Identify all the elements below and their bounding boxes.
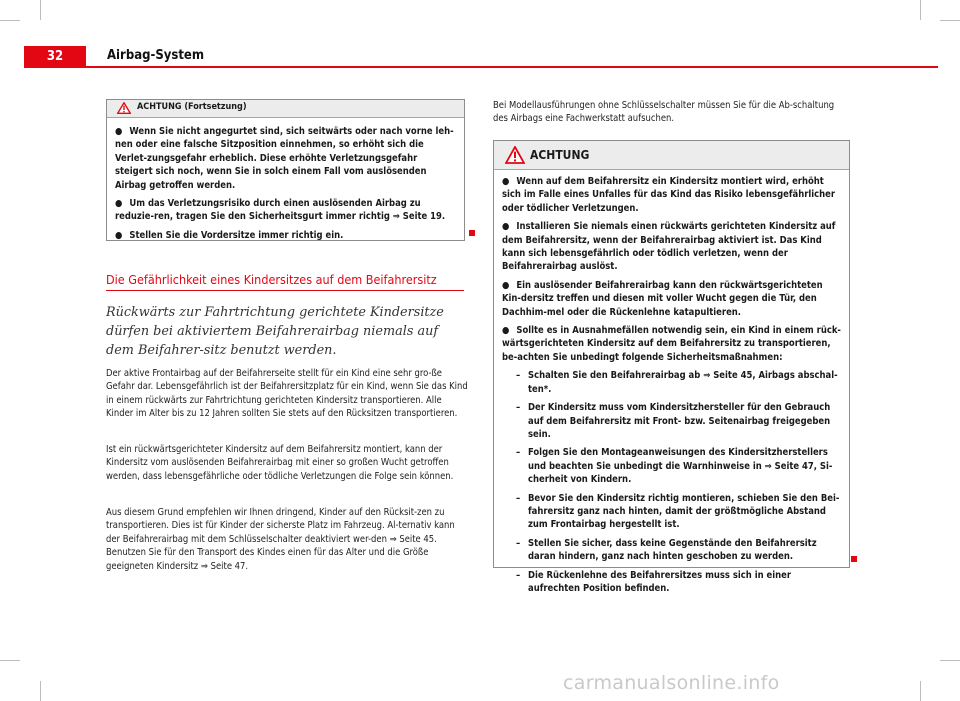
- crop-mark: [40, 0, 41, 20]
- warning-item: [115, 125, 456, 192]
- page-number: 32: [24, 46, 86, 68]
- body-paragraph: Aus diesem Grund empfehlen wir Ihnen dringend, Kinder auf den Rücksit-zen zu transportieren. Dies ist für Kinder der sicherste Platz im Fahrzeug. Al-ternativ kann der Beifahrerairbag mit dem Schlüsselschalter deaktiviert wer-den ⇒ Seite 45. Benutzen Sie für den Transport des Kindes einen für das Alter und die Größe geeigneten Kindersitz ⇒ Seite 47.: [106, 507, 455, 572]
- dash-icon: –: [516, 492, 521, 504]
- warning-box-title: ACHTUNG (Fortsetzung): [137, 102, 247, 112]
- body-paragraph: Ist ein rückwärtsgerichteter Kindersitz auf dem Beifahrersitz montiert, kann der Kindersitz vom auslösenden Beifahrerairbag mit einer so großen Wucht getroffen werden, dass lebensgefährliche oder tödliche Verletzungen die Folge sein können.: [106, 444, 454, 482]
- bullet-icon: ●: [502, 176, 510, 187]
- dash-icon: –: [516, 402, 521, 414]
- warning-item-text: Stellen Sie die Vordersitze immer richtig ein.: [129, 229, 344, 241]
- dash-icon: –: [516, 447, 521, 459]
- warning-subitem: [502, 369, 841, 396]
- warning-item: [502, 220, 841, 274]
- warning-subitem: [502, 537, 841, 564]
- warning-box-header: [494, 141, 849, 170]
- warning-box-body: [107, 118, 464, 242]
- bullet-icon: ●: [502, 325, 510, 337]
- warning-item-text: Um das Verletzungsrisiko durch einen auslösenden Airbag zu reduzie-ren, tragen Sie den Sicherheitsgurt immer richtig ⇒ Seite 19.: [115, 198, 446, 223]
- crop-mark: [940, 20, 960, 21]
- bullet-icon: ●: [115, 229, 123, 241]
- warning-item-text: Ein auslösender Beifahrerairbag kann den rückwärtsgerichteten Kin-dersitz treffen und diesen mit voller Wucht gegen die Tür, den Dachhim-mel oder die Rückenlehne katapultieren.: [502, 279, 823, 318]
- header-rule: [86, 66, 938, 68]
- warning-subitem-text: Die Rückenlehne des Beifahrersitzes muss sich in einer aufrechten Position befinden.: [528, 569, 792, 594]
- warning-triangle-icon: [117, 102, 131, 114]
- warning-item-text: Wenn auf dem Beifahrersitz ein Kindersitz montiert wird, erhöht sich im Falle eines Unfalles für das Kind das Risiko lebensgefährlicher oder tödlicher Verletzungen.: [502, 176, 836, 214]
- bullet-icon: ●: [502, 221, 510, 233]
- warning-item: [115, 229, 456, 242]
- warning-item: [502, 279, 841, 319]
- warning-subitem-text: Stellen Sie sicher, dass keine Gegenstände den Beifahrersitz daran hindern, ganz nach hinten geschoben zu werden.: [528, 537, 817, 563]
- section-lead: Rückwärts zur Fahrtrichtung gerichtete Kindersitze dürfen bei aktiviertem Beifahrerairbag niemals auf dem Beifahrer-sitz benutzt werden.: [106, 305, 444, 358]
- warning-box-header: [107, 100, 464, 118]
- warning-box-title: ACHTUNG: [530, 148, 590, 162]
- end-marker-icon: [469, 230, 475, 236]
- crop-mark: [0, 660, 20, 661]
- warning-subitem-text: Schalten Sie den Beifahrerairbag ab ⇒ Seite 45, Airbags abschal-ten*.: [528, 370, 838, 395]
- crop-mark: [40, 681, 41, 701]
- page-header-title: Airbag-System: [107, 48, 205, 63]
- bullet-icon: ●: [115, 126, 123, 137]
- crop-mark: [940, 660, 960, 661]
- warning-box-continued: [106, 99, 465, 241]
- warning-subitem-text: Folgen Sie den Montageanweisungen des Kindersitzherstellers und beachten Sie unbedingt die Warnhinweise in ⇒ Seite 47, Si-cherheit von Kindern.: [528, 447, 833, 486]
- warning-item-text: Wenn Sie nicht angegurtet sind, sich seitwärts oder nach vorne leh-nen oder eine falsche Sitzposition einnehmen, so erhöht sich die Verlet-zungsgefahr erheblich. Diese erhöhte Verletzungsgefahr steigert sich noch, wenn Sie in solch einem Fall vom auslösenden Airbag getroffen werden.: [115, 126, 454, 191]
- bullet-icon: ●: [502, 279, 510, 291]
- warning-subitem: [502, 401, 841, 441]
- warning-subitem: [502, 492, 841, 532]
- warning-box: [493, 140, 850, 594]
- warning-box-body: [494, 170, 849, 595]
- dash-icon: –: [516, 370, 521, 382]
- watermark: carmanualsonline.info: [563, 672, 780, 694]
- dash-icon: –: [516, 569, 521, 581]
- warning-triangle-icon: [505, 146, 525, 164]
- end-marker-icon: [851, 556, 857, 562]
- crop-mark: [0, 20, 20, 21]
- bullet-icon: ●: [115, 198, 123, 210]
- warning-item: [115, 197, 456, 224]
- warning-subitem: [502, 569, 841, 596]
- right-intro-paragraph: Bei Modellausführungen ohne Schlüsselschalter müssen Sie für die Ab-schaltung des Airbags eine Fachwerkstatt aufsuchen.: [493, 100, 835, 125]
- warning-subitem-text: Der Kindersitz muss vom Kindersitzhersteller für den Gebrauch auf dem Beifahrersitz mit Front- bzw. Seitenairbag freigegeben sein.: [528, 402, 831, 440]
- warning-subitem-text: Bevor Sie den Kindersitz richtig montieren, schieben Sie den Bei-fahrersitz ganz nach hinten, damit der größtmögliche Abstand zum Frontairbag hergestellt ist.: [528, 492, 840, 531]
- warning-subitem: [502, 446, 841, 486]
- warning-item-text: Sollte es in Ausnahmefällen notwendig sein, ein Kind in einem rück-wärtsgerichteten Kindersitz auf dem Beifahrersitz zu transportieren, be-achten Sie unbedingt folgende Sicherheitsmaßnahmen:: [502, 325, 841, 363]
- section-title: Die Gefährlichkeit eines Kindersitzes auf dem Beifahrersitz: [106, 272, 464, 291]
- warning-item-text: Installieren Sie niemals einen rückwärts gerichteten Kindersitz auf dem Beifahrersitz, wenn der Beifahrerairbag aktiviert ist. Das Kind kann sich lebensgefährlich oder tödlich verletzen, wenn der Beifahrerairbag auslöst.: [502, 221, 836, 273]
- warning-item: [502, 324, 841, 364]
- warning-item: [502, 175, 841, 215]
- dash-icon: –: [516, 537, 521, 549]
- crop-mark: [920, 681, 921, 701]
- body-paragraph: Der aktive Frontairbag auf der Beifahrerseite stellt für ein Kind eine sehr gro-ße Gefahr dar. Lebensgefährlich ist der Beifahrersitzplatz für ein Kind, wenn Sie das Kind in einem rückwärts zur Fahrtrichtung gerichteten Kindersitz transportieren. Alle Kinder im Alter bis zu 12 Jahren sollten Sie stets auf den Rücksitzen transportieren.: [106, 368, 468, 420]
- crop-mark: [920, 0, 921, 20]
